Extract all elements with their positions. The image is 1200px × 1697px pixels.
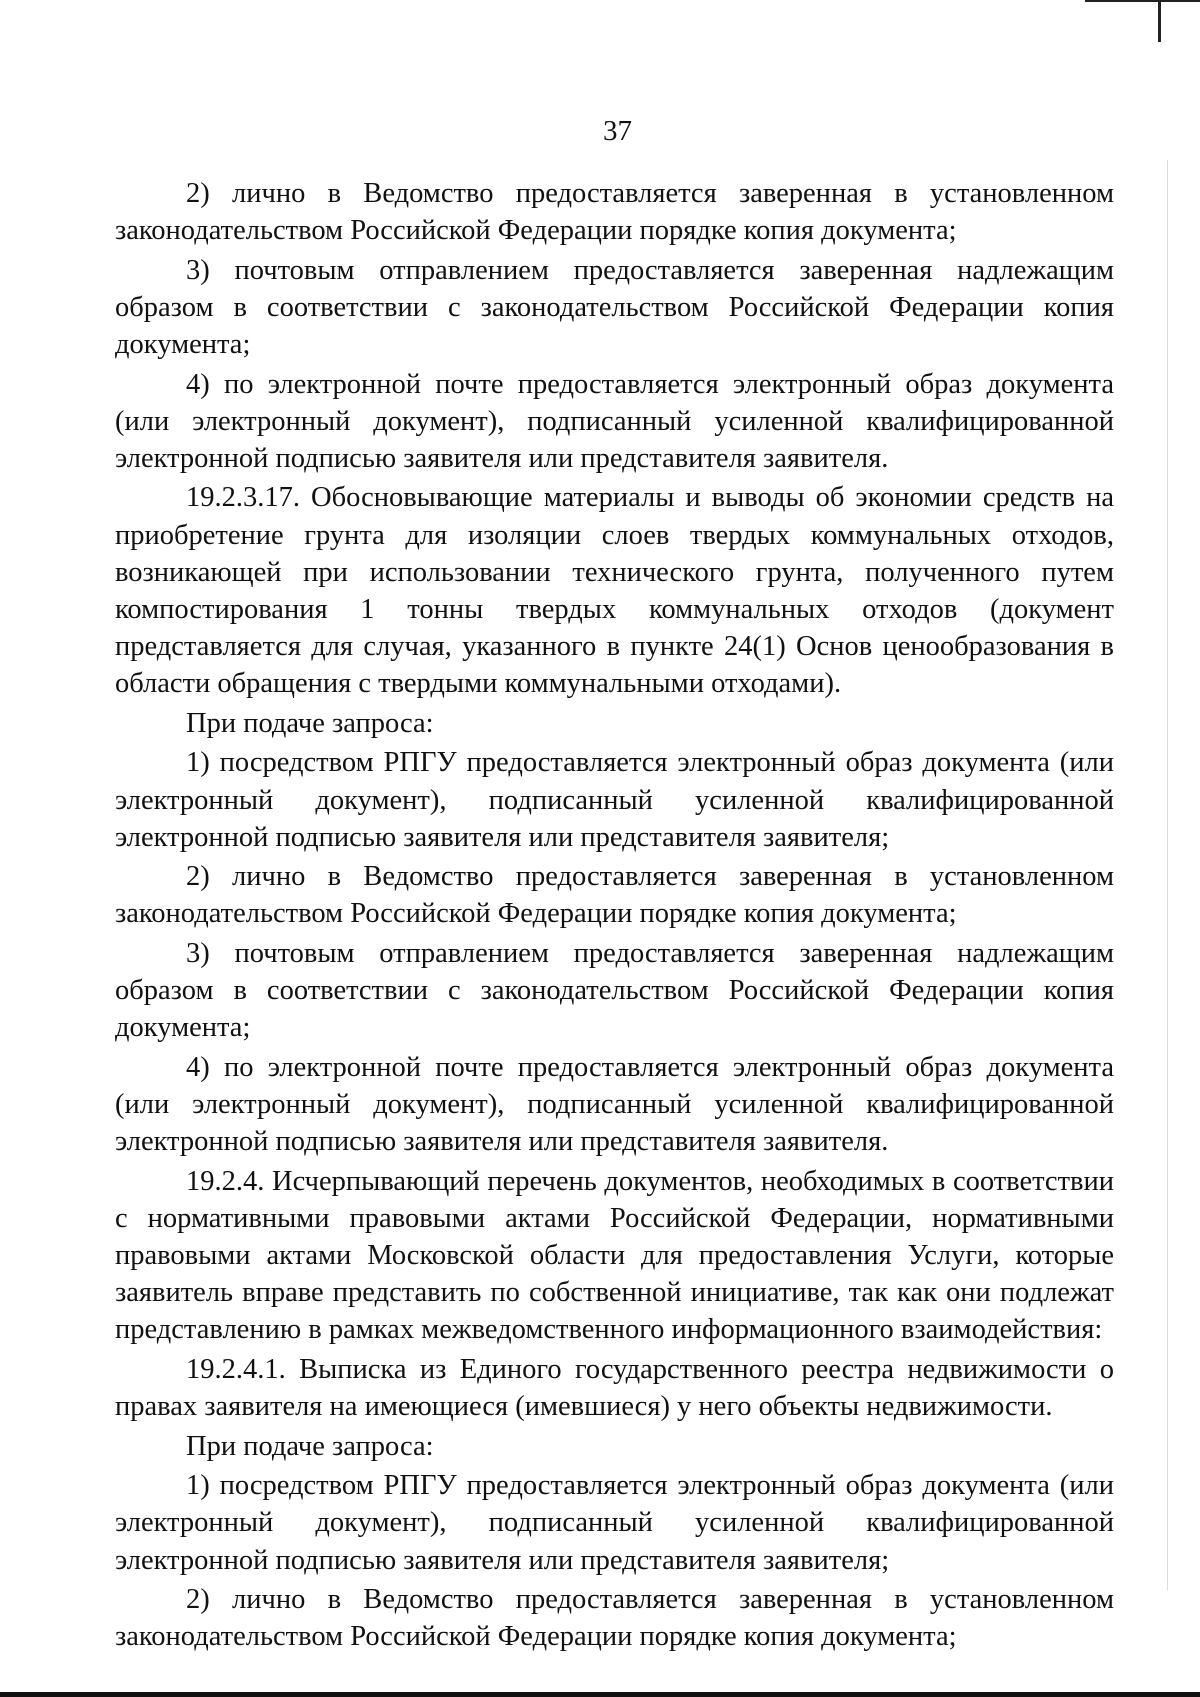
scan-edge-top — [1085, 0, 1200, 2]
paragraph: 4) по электронной почте предоставляется электронный образ документа (или электронный документ), подписанный усиленной квалифицированной электронной подписью заявителя или представителя заявителя. — [115, 368, 1114, 474]
paragraph: 1) посредством РПГУ предоставляется электронный образ документа (или электронный документ), подписанный усиленной квалифицированной электронной подписью заявителя или представителя заявителя; — [115, 747, 1114, 853]
paragraph: 2) лично в Ведомство предоставляется заверенная в установленном законодательством Российской Федерации порядке копия документа; — [115, 178, 1114, 247]
paragraph: 1) посредством РПГУ предоставляется электронный образ документа (или электронный документ), подписанный усиленной квалифицированной электронной подписью заявителя или представителя заявителя; — [115, 1470, 1114, 1576]
scan-edge-bottom — [0, 1692, 1200, 1697]
paragraph: 19.2.4. Исчерпывающий перечень документов, необходимых в соответствии с нормативными правовыми актами Российской Федерации, нормативными правовыми актами Московской области для предоставления Услуги, которые заявитель вправе представить по собственной инициативе, так как они подлежат представлению в рамках межведомственного информационного взаимодействия: — [115, 1165, 1114, 1346]
paragraph: 2) лично в Ведомство предоставляется заверенная в установленном законодательством Российской Федерации порядке копия документа; — [115, 1583, 1114, 1653]
paragraph: 3) почтовым отправлением предоставляется заверенная надлежащим образом в соответствии с законодательством Российской Федерации копия документа; — [115, 254, 1114, 361]
paragraph: При подаче запроса: — [186, 1430, 434, 1462]
scan-edge-right — [1158, 0, 1161, 42]
paragraph: 2) лично в Ведомство предоставляется заверенная в установленном законодательством Российской Федерации порядке копия документа; — [115, 861, 1114, 930]
page-number: 37 — [603, 115, 632, 147]
paragraph: 3) почтовым отправлением предоставляется заверенная надлежащим образом в соответствии с законодательством Российской Федерации копия документа; — [115, 937, 1114, 1044]
paragraph: При подаче запроса: — [186, 707, 434, 739]
paragraph: 19.2.3.17. Обосновывающие материалы и выводы об экономии средств на приобретение грунта для изоляции слоев твердых коммунальных отходов, возникающей при использовании технического грунта, полученного путем компостирования 1 тонны твердых коммунальных отходов (документ представляется для случая, указанного в пункте 24(1) Основ ценообразования в области обращения с твердыми коммунальными отходами). — [115, 482, 1114, 700]
scan-edge-faint — [1167, 160, 1168, 1590]
document-body — [115, 175, 1114, 1658]
paragraph: 19.2.4.1. Выписка из Единого государственного реестра недвижимости о правах заявителя на имеющиеся (имевшиеся) у него объекты недвижимости. — [115, 1353, 1114, 1423]
paragraph: 4) по электронной почте предоставляется электронный образ документа (или электронный документ), подписанный усиленной квалифицированной электронной подписью заявителя или представителя заявителя. — [115, 1051, 1114, 1158]
